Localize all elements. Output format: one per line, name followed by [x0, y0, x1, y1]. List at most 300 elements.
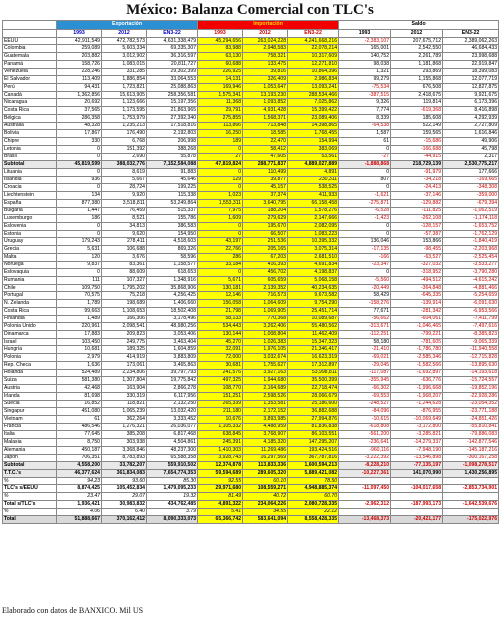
value-cell: 6,173,396 — [443, 99, 499, 107]
value-cell: 29,302,399 — [147, 68, 198, 76]
value-cell: 0 — [198, 230, 243, 238]
value-cell: 18,502,408 — [147, 307, 198, 315]
value-cell: -2,962,312 — [339, 500, 391, 508]
value-cell: 330 — [57, 138, 102, 146]
value-cell: 58,412 — [243, 145, 288, 153]
country-label: Costa Rica — [3, 307, 57, 315]
value-cell: 228,246 — [57, 68, 102, 76]
value-cell: 29,791 — [198, 107, 243, 115]
value-cell: 45,157 — [243, 184, 288, 192]
value-cell: 16,852 — [57, 400, 102, 408]
value-cell: 1,447 — [57, 207, 102, 215]
value-cell: -128,157 — [391, 222, 443, 230]
value-cell: 25,451,714 — [288, 307, 339, 315]
value-cell: 877,380 — [57, 199, 102, 207]
value-cell: 15,399,422 — [288, 107, 339, 115]
table-row — [3, 145, 499, 153]
value-cell: 26,036,077 — [147, 423, 198, 431]
value-cell: 230,311 — [288, 176, 339, 184]
country-label: % — [3, 493, 57, 501]
value-cell: 8,619 — [102, 168, 147, 176]
value-cell: 65,366,742 — [198, 516, 243, 524]
country-label: Perú — [3, 84, 57, 92]
value-cell: -10,069,649 — [391, 415, 443, 423]
value-cell: -248,527 — [339, 400, 391, 408]
value-cell: 158,726 — [57, 60, 102, 68]
value-cell: -1,174,118 — [443, 215, 499, 223]
value-cell: 2,098,541 — [102, 323, 147, 331]
value-cell: -1,968,207 — [391, 392, 443, 400]
value-cell: 1,430,256,895 — [443, 469, 499, 477]
value-cell: 78.50 — [288, 477, 339, 485]
value-cell: 108,559,271 — [243, 485, 288, 493]
value-cell: -34,218 — [391, 176, 443, 184]
value-cell: -142,877,546 — [443, 439, 499, 447]
value-cell: 55,878 — [147, 153, 198, 161]
value-cell: 293,869 — [391, 68, 443, 76]
value-cell: -636,776 — [391, 377, 443, 385]
value-cell: 716,573 — [243, 292, 288, 300]
value-cell: 8,339 — [339, 114, 391, 122]
value-cell: 42,468 — [57, 385, 102, 393]
value-cell: 9,920 — [102, 192, 147, 200]
value-cell: 1,173,595 — [102, 107, 147, 115]
value-cell: 434,762,485 — [147, 500, 198, 508]
value-cell: -262,108 — [391, 215, 443, 223]
value-cell: 3,053,406 — [147, 331, 198, 339]
value-cell: 936 — [57, 176, 102, 184]
value-cell: -1,098,278,517 — [443, 462, 499, 470]
table-row — [3, 392, 499, 400]
value-cell: 5.41 — [198, 508, 243, 516]
value-cell: 199,225 — [147, 184, 198, 192]
country-label: Canadá — [3, 91, 57, 99]
value-cell: -77,135,197 — [391, 462, 443, 470]
table-row — [3, 68, 499, 76]
value-cell: 0 — [339, 222, 391, 230]
value-cell: -348,308 — [443, 184, 499, 192]
value-cell: -2,525,454 — [443, 253, 499, 261]
value-cell: -20,449 — [339, 284, 391, 292]
value-cell: 472,782,573 — [102, 37, 147, 45]
value-cell: 8,750 — [57, 439, 102, 447]
value-cell: 2,530,775,217 — [443, 161, 499, 169]
value-cell: 0 — [339, 145, 391, 153]
value-cell: 140,752 — [339, 53, 391, 61]
value-cell: 1,123,666 — [102, 99, 147, 107]
table-row — [3, 485, 499, 493]
value-cell: 15,613,905 — [102, 91, 147, 99]
value-cell: 173,061 — [102, 361, 147, 369]
value-cell: -37,146 — [391, 192, 443, 200]
table-row — [3, 60, 499, 68]
table-row — [3, 222, 499, 230]
value-cell: 20,692 — [57, 99, 102, 107]
value-cell: 0 — [339, 184, 391, 192]
value-cell: 45,798 — [443, 145, 499, 153]
value-cell: 35,868,906 — [147, 284, 198, 292]
value-cell: 6,817,468 — [147, 431, 198, 439]
value-cell: 1,936,421 — [57, 500, 102, 508]
table-row — [3, 307, 499, 315]
value-cell: 1,362,856 — [57, 91, 102, 99]
value-cell: -3,790,280 — [443, 269, 499, 277]
table-row — [3, 292, 499, 300]
value-cell: 86,103,551 — [288, 431, 339, 439]
value-cell: -355,945 — [339, 377, 391, 385]
country-label: Rumania — [3, 277, 57, 285]
value-cell: 1,587 — [339, 130, 391, 138]
year-header: EN3-22 — [443, 30, 499, 38]
value-cell: 39,797,793 — [147, 369, 198, 377]
value-cell: 4,241,668,216 — [288, 37, 339, 45]
value-cell: 94,431 — [57, 84, 102, 92]
table-row — [3, 508, 499, 516]
country-label: Holanda — [3, 369, 57, 377]
value-cell: 1,276,321 — [102, 423, 147, 431]
table-row — [3, 323, 499, 331]
value-cell: 60.10 — [243, 477, 288, 485]
value-cell: 4,558,200 — [57, 462, 102, 470]
value-cell: 61 — [339, 138, 391, 146]
value-cell: 5,671 — [198, 277, 243, 285]
value-cell: 48,328 — [57, 122, 102, 130]
value-cell: 66,507 — [243, 230, 288, 238]
value-cell: -5,254,659 — [443, 292, 499, 300]
value-cell: -14,193,618 — [443, 369, 499, 377]
value-cell: 456,702 — [243, 269, 288, 277]
table-row — [3, 408, 499, 416]
country-label: Australia — [3, 122, 57, 130]
value-cell: -169,665 — [443, 176, 499, 184]
value-cell: 30,983,832 — [102, 500, 147, 508]
value-cell: 5,068,158 — [288, 277, 339, 285]
value-cell: 2,389,062,263 — [443, 37, 499, 45]
value-cell: 109,750 — [57, 284, 102, 292]
value-cell: 414,919 — [102, 354, 147, 362]
country-label: T.T.C.'s — [3, 469, 57, 477]
value-cell: -275,871 — [339, 199, 391, 207]
value-cell: 486,546 — [57, 423, 102, 431]
value-cell: 37,374 — [243, 192, 288, 200]
value-cell: 0 — [198, 168, 243, 176]
value-cell: 7,654,774,353 — [147, 469, 198, 477]
value-cell: 7,025,862 — [288, 99, 339, 107]
value-cell: 3,463,404 — [147, 338, 198, 346]
value-cell: 1,348,916 — [147, 277, 198, 285]
value-cell: -618,808 — [339, 423, 391, 431]
value-cell: -27 — [339, 153, 391, 161]
table-row — [3, 261, 499, 269]
value-cell: -1,692,897 — [391, 369, 443, 377]
value-cell: 1,553,311 — [198, 199, 243, 207]
value-cell: 0 — [57, 168, 102, 176]
country-label: Polonia Unido — [3, 323, 57, 331]
value-cell: 43,197 — [198, 238, 243, 246]
value-cell: 19,775,842 — [147, 377, 198, 385]
value-cell: 3,075,314 — [288, 246, 339, 254]
value-cell: 98,038 — [339, 60, 391, 68]
value-cell: 111 — [57, 277, 102, 285]
value-cell: 88,609 — [102, 269, 147, 277]
value-cell: -79,886,083 — [443, 431, 499, 439]
value-cell: 21,346,417 — [288, 346, 339, 354]
value-cell: 1,600,594,213 — [288, 462, 339, 470]
value-cell: 18,585 — [243, 130, 288, 138]
value-cell: 4,948,885,374 — [288, 485, 339, 493]
value-cell: 2,418,675 — [391, 91, 443, 99]
table-row — [3, 269, 499, 277]
value-cell: -1,062,519 — [443, 207, 499, 215]
value-cell: -13,468,373 — [339, 516, 391, 524]
value-cell: 177,666 — [443, 168, 499, 176]
value-cell: 2,172,152 — [243, 408, 288, 416]
value-cell: 46,377,624 — [57, 469, 102, 477]
table-row — [3, 361, 499, 369]
value-cell: -64,538 — [339, 122, 391, 130]
value-cell: 136,046 — [339, 238, 391, 246]
table-body — [3, 37, 499, 523]
value-cell: -494,512 — [391, 277, 443, 285]
country-label: Uruguay — [3, 238, 57, 246]
value-cell: 251,536 — [243, 238, 288, 246]
value-cell: 25,088,863 — [147, 84, 198, 92]
value-cell: 15,347,323 — [288, 338, 339, 346]
value-cell: -44,915 — [391, 153, 443, 161]
value-cell: 234,064,226 — [243, 500, 288, 508]
table-row — [3, 176, 499, 184]
value-cell: 22,470 — [243, 138, 288, 146]
value-cell: 205,165 — [243, 246, 288, 254]
value-cell: -69,021 — [339, 354, 391, 362]
country-label: Luxemburgo — [3, 215, 57, 223]
value-cell: -23,347 — [339, 261, 391, 269]
value-cell: 385,208 — [102, 431, 147, 439]
value-cell: 36,316,597 — [147, 53, 198, 61]
value-cell: 1,065,239 — [102, 408, 147, 416]
value-cell: -14,279,337 — [391, 439, 443, 447]
value-cell: 19.32 — [147, 493, 198, 501]
value-cell: 2,681,510 — [288, 253, 339, 261]
value-cell: 2,139,352 — [243, 284, 288, 292]
value-cell: 27,994,876 — [288, 415, 339, 423]
value-cell: -10,227,361 — [339, 469, 391, 477]
value-cell: -15,724,557 — [443, 377, 499, 385]
value-cell: 278,411 — [102, 238, 147, 246]
value-cell: 0 — [198, 145, 243, 153]
value-cell: -8,228,210 — [339, 462, 391, 470]
value-cell: 17,883 — [57, 331, 102, 339]
value-cell: 2,986,834 — [288, 76, 339, 84]
value-cell: 48,237,300 — [147, 446, 198, 454]
balance-header: Saldo — [339, 21, 499, 30]
value-cell: 14,131 — [198, 76, 243, 84]
value-cell: 1,976,105 — [243, 346, 288, 354]
value-cell: 5,603,334 — [102, 45, 147, 53]
table-row — [3, 400, 499, 408]
value-cell: -604,061 — [391, 315, 443, 323]
table-row — [3, 300, 499, 308]
country-label: Japón — [3, 454, 57, 462]
table-row — [3, 469, 499, 477]
value-cell: 39,877 — [243, 176, 288, 184]
value-cell — [391, 508, 443, 516]
value-cell: 23,089,406 — [288, 114, 339, 122]
value-cell: 1,406,660 — [147, 300, 198, 308]
value-cell: 2,598,526 — [243, 392, 288, 400]
value-cell: 10,395,332 — [288, 238, 339, 246]
value-cell — [443, 508, 499, 516]
value-cell: 22,718,474 — [288, 385, 339, 393]
value-cell: 0 — [339, 168, 391, 176]
value-cell: -679,394 — [443, 199, 499, 207]
value-cell: 869,326 — [147, 246, 198, 254]
value-cell: -7,411,799 — [443, 315, 499, 323]
value-cell: 120 — [57, 253, 102, 261]
value-cell: -619,368 — [391, 107, 443, 115]
value-cell: 35,500,399 — [288, 377, 339, 385]
value-cell: 3,032,674 — [243, 354, 288, 362]
value-cell: 110,499 — [243, 168, 288, 176]
country-label: Lituania — [3, 168, 57, 176]
value-cell: 45,819,599 — [57, 161, 102, 169]
value-cell: 17,867 — [57, 130, 102, 138]
country-label: España — [3, 199, 57, 207]
value-cell: -63,527 — [391, 253, 443, 261]
value-cell: 581,380 — [57, 377, 102, 385]
value-cell: 58,429 — [339, 292, 391, 300]
value-cell: 289,605,320 — [243, 469, 288, 477]
country-label: Letonia — [3, 145, 57, 153]
value-cell: 12,077,719 — [443, 76, 499, 84]
value-cell: -236,641 — [339, 439, 391, 447]
value-cell: 249,775 — [102, 338, 147, 346]
value-cell: 1,723,821 — [102, 84, 147, 92]
table-row — [3, 192, 499, 200]
value-cell: -23,054,352 — [443, 400, 499, 408]
value-cell: 141,070,990 — [391, 469, 443, 477]
value-cell: 2,542,550 — [391, 45, 443, 53]
country-label: Austria — [3, 385, 57, 393]
table-row — [3, 99, 499, 107]
value-cell: 362,264 — [102, 415, 147, 423]
value-cell: 618,653 — [147, 269, 198, 277]
value-cell: 361,834,083 — [102, 469, 147, 477]
value-cell: -1,888,868 — [339, 161, 391, 169]
table-row — [3, 114, 499, 122]
value-cell: -876,955 — [391, 408, 443, 416]
value-cell: 32,091 — [198, 346, 243, 354]
value-cell: 113,409 — [57, 76, 102, 84]
value-cell: 49,906 — [443, 138, 499, 146]
value-cell: 4,488,959 — [243, 423, 288, 431]
value-cell: 66,158,458 — [288, 199, 339, 207]
value-cell: 1,181,868 — [391, 60, 443, 68]
value-cell: 10,317,609 — [288, 53, 339, 61]
country-label: % — [3, 508, 57, 516]
value-cell: -175,022,976 — [443, 516, 499, 524]
value-cell: 9,620 — [102, 230, 147, 238]
value-cell: 33,782,207 — [102, 462, 147, 470]
value-cell: 4,631,338,479 — [147, 37, 198, 45]
value-cell: -117,087 — [339, 369, 391, 377]
value-cell: 16,297,569 — [243, 454, 288, 462]
value-cell: 7,152,584,088 — [147, 161, 198, 169]
value-cell: 11,368 — [198, 99, 243, 107]
value-cell: -364,848 — [391, 284, 443, 292]
value-cell: 45,270 — [198, 338, 243, 346]
value-cell: -75,534 — [339, 84, 391, 92]
value-cell: 4,691,834 — [288, 261, 339, 269]
value-cell: -1,840,419 — [443, 238, 499, 246]
value-cell: 77,645 — [57, 431, 102, 439]
value-cell: 147,295,207 — [288, 439, 339, 447]
value-cell: -4,881,466 — [443, 284, 499, 292]
value-cell: -318,952 — [391, 269, 443, 277]
value-cell: 76,459 — [102, 207, 147, 215]
table-row — [3, 184, 499, 192]
value-cell: 14,398,865 — [288, 122, 339, 130]
value-cell: 77,671 — [339, 307, 391, 315]
value-cell: 23.47 — [57, 493, 102, 501]
value-cell: -799,221 — [391, 331, 443, 339]
country-label: Suecia — [3, 400, 57, 408]
value-cell: -57,387 — [391, 230, 443, 238]
table-row — [3, 500, 499, 508]
value-cell: 36,882,688 — [288, 408, 339, 416]
value-cell: 46,684,433 — [443, 45, 499, 53]
value-cell: 303,938 — [102, 439, 147, 447]
value-cell: 21,863,965 — [147, 107, 198, 115]
country-label: TLC's s/EEUU — [3, 485, 57, 493]
value-cell: 0 — [198, 184, 243, 192]
value-cell: -129,882 — [391, 199, 443, 207]
value-cell: 83,988 — [198, 45, 243, 53]
value-cell: -645,335 — [391, 292, 443, 300]
table-row — [3, 338, 499, 346]
country-label: Subtotal — [3, 161, 57, 169]
table-row — [3, 431, 499, 439]
value-cell: 0 — [57, 184, 102, 192]
value-cell: 72,000 — [198, 354, 243, 362]
value-cell: 515,337 — [147, 207, 198, 215]
value-cell: 220,961 — [57, 323, 102, 331]
value-cell: 497,325 — [198, 377, 243, 385]
value-cell: 2,147,666 — [288, 215, 339, 223]
value-cell: 130,181 — [198, 284, 243, 292]
value-cell: 11,462,409 — [288, 331, 339, 339]
value-cell: 2,261,789 — [391, 53, 443, 61]
value-cell: 8,558,428,335 — [288, 516, 339, 524]
country-label: N. Zelanda — [3, 300, 57, 308]
value-cell: 118,821 — [102, 400, 147, 408]
value-cell: 9,673,582 — [288, 292, 339, 300]
table-row — [3, 253, 499, 261]
country-label: Rep. Checa — [3, 361, 57, 369]
value-cell: 1,105,332 — [198, 423, 243, 431]
value-cell: 0 — [57, 222, 102, 230]
value-cell: 165,001 — [339, 45, 391, 53]
value-cell: 5,667 — [102, 176, 147, 184]
value-cell: 1,410,303 — [198, 446, 243, 454]
value-cell: 3,927,163 — [243, 369, 288, 377]
value-cell: -1,653,752 — [443, 222, 499, 230]
value-cell: 129 — [198, 176, 243, 184]
value-cell: 1,069,905 — [243, 307, 288, 315]
value-cell: -1,582,566 — [391, 361, 443, 369]
country-label: Costa Rica — [3, 107, 57, 115]
exports-header: Exportación — [57, 21, 198, 30]
